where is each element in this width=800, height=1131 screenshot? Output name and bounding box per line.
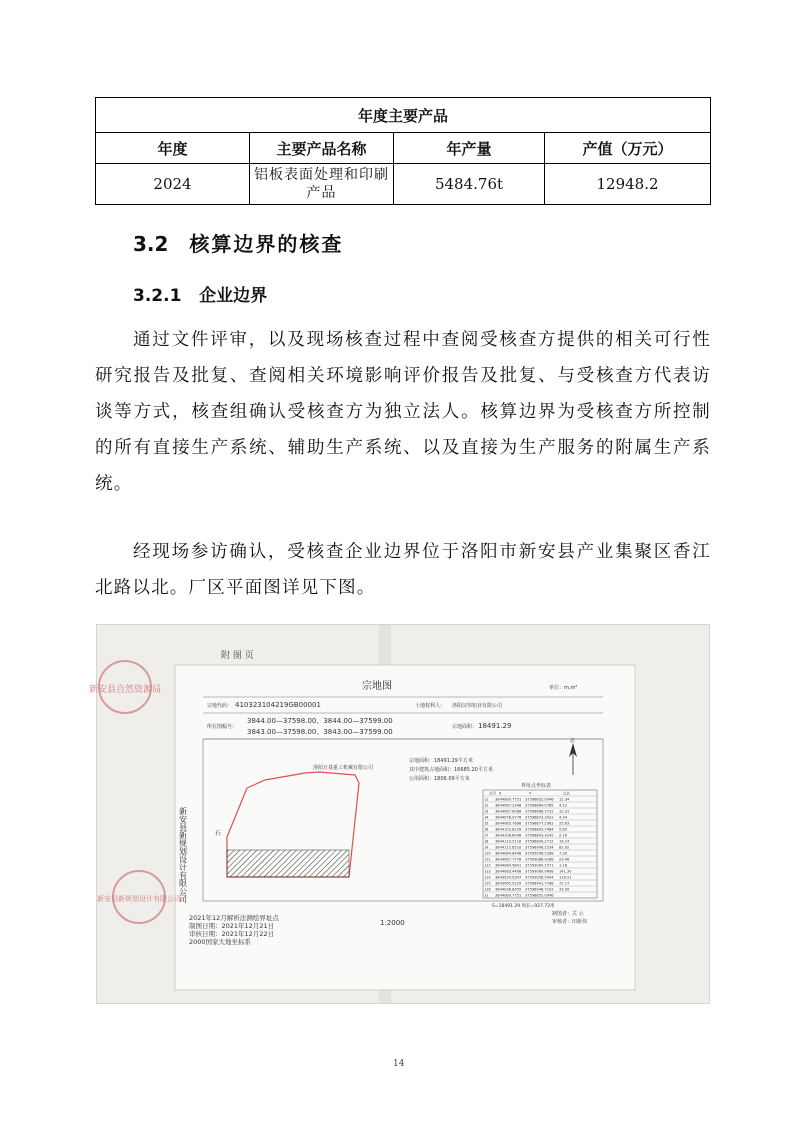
coord-cell: 37598873.3422 [525,815,554,820]
coord-cell: 3844089.7751 [495,797,522,802]
cell-product: 铝板表面处理和印刷产品 [250,164,394,205]
header-year: 年度 [96,133,250,164]
coord-cell: 37599088.9188 [525,857,554,862]
annual-products-table [95,97,711,205]
coord-cell: 37598852.0046 [525,797,554,802]
coord-cell: 3844087.2348 [495,803,522,808]
coord-footer: S=18491.29 周长=927.73米 [492,904,555,909]
coord-cell: 37598899.2712 [525,839,554,844]
coord-cell: J7 [485,833,489,838]
map-sheet-line-2: 3843.00—37598.00、3843.00—37599.00 [247,728,393,736]
coord-cell: 37599090.1571 [525,863,554,868]
coord-cell: 19.14 [559,839,570,844]
note-1: 2021年12月解析法测绘界址点 [189,914,279,922]
coord-cell: 3844087.8088 [495,809,522,814]
coord-cell: J16 [485,887,491,892]
table-row [96,164,711,205]
section-title: 核算边界的核查 [189,232,344,256]
coord-cell: 3844112.8510 [495,845,522,850]
coord-cell: J8 [485,839,489,844]
coord-cell: 25.83 [559,821,570,826]
subsection-number: 3.2.1 [133,286,182,306]
area-line-2: 其中建筑占地面积：16685.20平方米 [409,767,493,773]
coord-cell: 37598852.0046 [525,893,554,898]
owner-label: 土地权利人： [415,703,446,709]
header-output: 年产量 [394,133,545,164]
coord-header: Y [529,791,532,796]
coord-cell: J6 [485,827,489,832]
coord-cell: 3844085.7698 [495,821,522,826]
road-label: 石 [215,830,222,837]
parcel-map-drawing [88,625,709,1003]
coord-cell: J1 [485,797,489,802]
svg-text:北: 北 [570,738,576,744]
note-3: 审核日期：2021年12月22日 [189,930,275,938]
coord-cell: 3844036.8455 [495,887,522,892]
checker: 审核者：田新伟 [552,919,588,925]
coord-cell: 3844108.6048 [495,833,522,838]
paragraph-boundary-review: 通过文件评审，以及现场核查过程中查阅受核查方提供的相关可行性研究报告及批复、查阅相关环境影响评价报告及批复、与受核查方代表访谈等方式，核查组确认受核查方为独立法人。核算边界为受核查方所控制的所有直接生产系统、辅助生产系统、以及直接为生产服务的附属生产系统。 [95,330,711,494]
coord-cell: 37599058.5404 [525,875,554,880]
coord-cell: J5 [485,821,489,826]
coord-cell: 12.31 [559,809,570,814]
coord-header: X [499,791,502,796]
coord-cell: 23.48 [559,857,570,862]
coord-cell: 118.51 [559,875,572,880]
stamp-left-text: 新安县自然资源局 [88,685,162,695]
coord-cell: J4 [485,815,489,820]
header-value: 产值（万元） [545,133,711,164]
subsection-title: 企业边界 [199,286,268,306]
coord-cell: 3844084.8448 [495,851,522,856]
coord-table-title: 界址点坐标表 [521,783,552,789]
coord-cell: J9 [485,845,489,850]
coord-cell: 7.30 [559,851,568,856]
coord-cell: J11 [485,857,491,862]
cell-value: 12948.2 [545,164,711,205]
coord-cell: 3844083.4408 [495,869,522,874]
figure-header: 附 图 页 [221,651,254,661]
note-2: 制图日期：2021年12月21日 [189,922,275,930]
coord-cell: J3 [485,809,489,814]
map-title: 宗地图 [362,681,392,692]
stamp-right-text: 新安县新规划设计有限公司 [97,895,181,903]
coord-cell: J14 [485,875,491,880]
table-title: 年度主要产品 [96,98,711,133]
page-number: 14 [393,1059,405,1069]
coord-cell: 3843939.5347 [495,875,522,880]
area-value: 18491.29 [478,722,512,730]
coord-cell: 33.09 [559,887,570,892]
header-product: 主要产品名称 [250,133,394,164]
coord-cell: 37598893.3242 [525,833,554,838]
table-header-row [96,133,711,164]
table-title-row [96,98,711,133]
coord-cell: 3844110.5118 [495,839,522,844]
coord-cell: 5.80 [559,827,568,832]
coord-cell: J15 [485,881,491,886]
coord-cell: 2.16 [559,833,568,838]
coord-cell: J10 [485,851,491,856]
coord-cell: 82.92 [559,845,570,850]
coord-cell: 37599098.5288 [525,851,554,856]
coord-cell: 3844084.5841 [495,863,522,868]
coord-cell: 3844102.8239 [495,827,522,832]
section-number: 3.2 [133,232,169,256]
area-line-3: 公用面积：1806.09平方米 [409,776,470,782]
coord-cell: J1 [485,893,489,898]
surveyor-vertical: 新安县新规划设计有限公司 [178,807,188,903]
cell-output: 5484.76t [394,164,545,205]
coord-cell: 3844089.7751 [495,893,522,898]
coord-cell: 72.17 [559,881,570,886]
coord-header: 点号 [489,791,497,796]
owner-name: 洛阳汉伟铝业有限公司 [452,703,503,709]
coord-cell: 3843965.0129 [495,881,522,886]
area-label: 宗地面积： [452,724,478,730]
cell-year: 2024 [96,164,250,205]
map-sheet-label: 所在图幅号： [207,724,238,730]
note-4: 2000国家大地坐标系 [189,938,252,946]
subsection-heading [133,281,267,306]
coord-header: 边长 [563,791,571,796]
map-sheet-line-1: 3844.00—37598.00、3844.00—37599.00 [247,717,393,725]
section-heading [133,228,343,257]
coord-cell: 37598864.0785 [525,803,554,808]
area-line-1: 宗地面积：18491.29平方米 [409,758,473,764]
coord-cell: 141.30 [559,869,572,874]
coord-cell: 37598906.2534 [525,845,554,850]
coord-cell: J12 [485,863,491,868]
coord-cell: 37598877.2962 [525,821,554,826]
coord-cell: 4.12 [559,803,568,808]
coord-cell: 37598893.7484 [525,827,554,832]
coord-cell: J2 [485,803,489,808]
coord-cell: 37598868.1722 [525,809,554,814]
coord-cell: 37599089.9608 [525,869,554,874]
coord-cell: 3844087.7778 [495,857,522,862]
drafter: 制图者：关 云 [552,911,584,917]
coord-cell: 37598941.7788 [525,881,554,886]
map-unit: 单位：m,m² [549,685,578,691]
coord-cell: 3844078.9776 [495,815,522,820]
coord-cell: 4.34 [559,815,568,820]
coord-cell: 1.16 [559,863,568,868]
parcel-code-label: 宗地代码： [207,703,233,709]
paragraph-site-location: 经现场参访确认，受核查企业边界位于洛阳市新安县产业集聚区香江北路以北。厂区平面图详见下图。 [95,542,711,598]
parcel-code: 410323104219GB00001 [235,701,321,709]
neighbor-label: 洛阳万基重工机械有限公司 [313,765,374,771]
site-plan-figure [88,624,710,1004]
map-scale: 1:2000 [380,919,405,927]
coord-cell: J13 [485,869,491,874]
coord-cell: 37598948.7102 [525,887,554,892]
coord-cell: 12.34 [559,797,570,802]
